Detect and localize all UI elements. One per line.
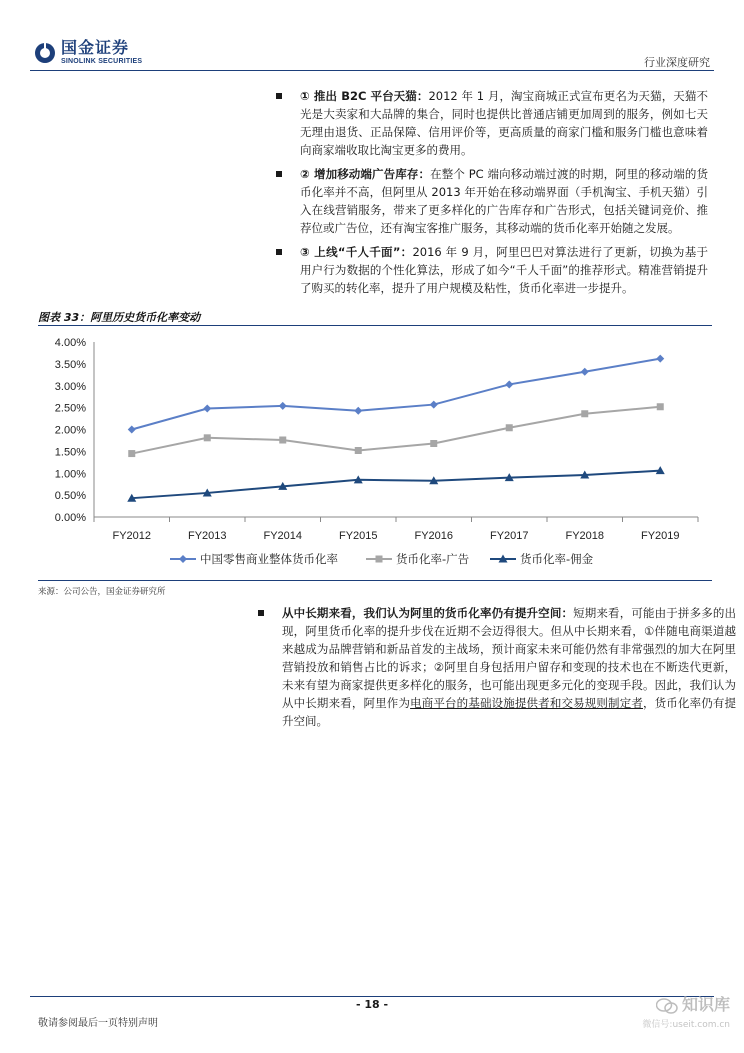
section-text: 短期来看，可能由于拼多多的出现，阿里货币化率的提升步伐在近期不会迈得很大。但从中长期来看，①伴随电商渠道越来越成为品牌营销和新品首发的主战场，预计商家未来可能仍然有非常强烈的加大在阿里营销投放和销售占比的诉求；②阿里自身包括用户留存和变现的技术也在不断迭代更新，未来有望为商家提供更多样化的服务，也可能出现更多元化的变现手段。因此，我们认为从中长期来看，阿里作为	[282, 606, 737, 710]
data-point-series-2	[657, 403, 664, 410]
legend-label-3: 货币化率-佣金	[520, 552, 594, 566]
page-number: - 18 -	[355, 998, 389, 1011]
data-point-series-2	[430, 440, 437, 447]
bullet-head: ① 推出 B2C 平台天猫：	[300, 89, 429, 103]
logo-icon	[34, 42, 56, 64]
y-tick-label: 1.50%	[54, 446, 86, 459]
company-logo	[34, 40, 142, 65]
legend-marker-1	[179, 555, 187, 563]
figure-source: 来源：公司公告，国金证券研究所	[38, 587, 166, 597]
data-point-series-1	[581, 368, 589, 376]
bullet-item	[272, 243, 708, 297]
section-underlined-text: 电商平台的基础设施提供者和交易规则制定者	[410, 696, 643, 710]
y-tick-label: 1.00%	[54, 468, 86, 481]
y-tick-label: 2.50%	[54, 402, 86, 415]
footer-divider	[30, 996, 714, 997]
x-tick-label: FY2017	[489, 530, 529, 542]
data-point-series-2	[355, 447, 362, 454]
chart-bottom-divider	[38, 580, 712, 581]
x-tick-label: FY2019	[640, 530, 680, 542]
x-tick-label: FY2012	[112, 530, 152, 542]
data-point-series-2	[128, 450, 135, 457]
monetization-rate-chart	[38, 330, 712, 578]
data-point-series-2	[279, 437, 286, 444]
bullet-item	[272, 87, 708, 159]
data-point-series-1	[505, 380, 513, 388]
data-point-series-2	[506, 424, 513, 431]
outlook-paragraph	[254, 604, 736, 730]
section-head: 从中长期来看，我们认为阿里的货币化率仍有提升空间：	[282, 606, 574, 620]
data-point-series-1	[128, 426, 136, 434]
wechat-icon	[656, 998, 678, 1014]
bullet-list	[272, 87, 708, 303]
data-point-series-2	[581, 410, 588, 417]
y-tick-label: 4.00%	[54, 337, 86, 349]
y-tick-label: 0.00%	[54, 512, 86, 524]
figure-title: 图表 33：阿里历史货币化率变动	[38, 311, 201, 324]
bullet-item	[272, 165, 708, 237]
figure-title-bar	[38, 309, 712, 326]
watermark-sub: 微信号:useit.com.cn	[642, 1020, 730, 1030]
watermark	[642, 992, 730, 1030]
legend-label-1: 中国零售商业整体货币化率	[200, 552, 338, 566]
x-tick-label: FY2013	[187, 530, 227, 542]
section-tail: ，货币化率仍有提升空间。	[282, 696, 737, 728]
header-divider	[30, 70, 714, 71]
x-tick-label: FY2015	[338, 530, 378, 542]
bullet-text: 在整个 PC 端向移动端过渡的时期，阿里的移动端的货币化率并不高，但阿里从 2013 年开始在移动端界面（手机淘宝、手机天猫）引入在线营销服务，带来了更多样化的广告库存和广告形式，包括关键词竞价、推荐位或广告位，还有淘宝客推广服务，其移动端的货币化率开始随之发展。	[300, 167, 708, 235]
bullet-square-icon	[276, 171, 282, 177]
y-tick-label: 2.00%	[54, 424, 86, 437]
disclaimer-note: 敬请参阅最后一页特别声明	[38, 1018, 158, 1029]
bullet-head: ② 增加移动端广告库存：	[300, 167, 431, 181]
bullet-square-icon	[276, 93, 282, 99]
bullet-text: 2016 年 9 月，阿里巴巴对算法进行了更新，切换为基于用户行为数据的个性化算法，形成了如今“千人千面”的推荐形式。精准营销提升了购买的转化率，提升了用户规模及粘性，货币化率进一步提升。	[300, 245, 708, 295]
watermark-main: 知识库	[681, 995, 730, 1014]
legend-label-2: 货币化率-广告	[396, 552, 470, 566]
y-tick-label: 3.00%	[54, 380, 86, 393]
bullet-square-icon	[276, 249, 282, 255]
legend-marker-2	[376, 556, 383, 563]
data-point-series-2	[204, 434, 211, 441]
logo-cn-text: 国金证券	[61, 38, 130, 57]
x-tick-label: FY2018	[565, 530, 605, 542]
x-tick-label: FY2016	[414, 530, 454, 542]
report-type-label: 行业深度研究	[644, 56, 710, 69]
series-line-1	[132, 359, 661, 430]
bullet-head: ③ 上线“千人千面”：	[300, 245, 413, 259]
y-tick-label: 0.50%	[54, 490, 86, 503]
data-point-series-1	[430, 401, 438, 409]
series-line-3	[132, 471, 661, 499]
data-point-series-1	[656, 355, 664, 363]
bullet-square-icon	[258, 610, 264, 616]
x-tick-label: FY2014	[263, 530, 303, 542]
series-line-2	[132, 407, 661, 454]
logo-en-text: SINOLINK SECURITIES	[61, 58, 143, 65]
data-point-series-1	[203, 405, 211, 413]
bullet-text: 2012 年 1 月，淘宝商城正式宣布更名为天猫，天猫不光是大卖家和大品牌的集合，同时也提供比普通店铺更加周到的服务，例如七天无理由退货、正品保障、信用评价等，更高质量的商家门槛和服务门槛也意味着向商家端收取比淘宝更多的费用。	[300, 89, 708, 157]
y-tick-label: 3.50%	[54, 358, 86, 371]
data-point-series-1	[279, 402, 287, 410]
data-point-series-1	[354, 407, 362, 415]
